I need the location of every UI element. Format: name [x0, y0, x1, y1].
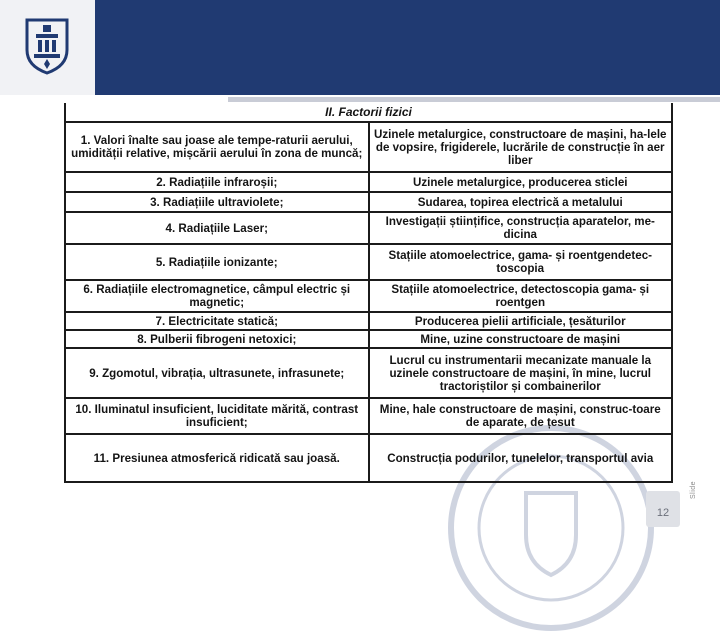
table-row [65, 348, 672, 398]
factor-cell: 1. Valori înalte sau joase ale tempe-raturii aerului, umidității relative, mișcării aerului în zona de muncă; [65, 122, 369, 172]
table-row [65, 398, 672, 434]
sources-cell: Stațiile atomoelectrice, gama- și roentgendetec-toscopia [369, 244, 673, 280]
sources-cell: Sudarea, topirea electrică a metalului [369, 192, 673, 212]
sources-cell: Lucrul cu instrumentarii mecanizate manuale la uzinele constructoare de mașini, în mine, lucrul tractoriștilor și combainerilor [369, 348, 673, 398]
sources-cell: Investigații științifice, construcția aparatelor, me-dicina [369, 212, 673, 244]
factor-cell: 6. Radiațiile electromagnetice, câmpul electric și magnetic; [65, 280, 369, 312]
logo-panel [0, 0, 95, 95]
university-crest-icon [22, 16, 72, 76]
sources-cell: Uzinele metalurgice, producerea sticlei [369, 172, 673, 192]
table-row [65, 122, 672, 172]
factor-cell: 4. Radiațiile Laser; [65, 212, 369, 244]
table-row [65, 244, 672, 280]
factor-cell: 2. Radiațiile infraroșii; [65, 172, 369, 192]
physical-factors-table-container [64, 103, 673, 490]
factor-cell: 3. Radiațiile ultraviolete; [65, 192, 369, 212]
sources-cell: Stațiile atomoelectrice, detectoscopia gama- și roentgen [369, 280, 673, 312]
sources-cell: Mine, uzine constructoare de mașini [369, 330, 673, 348]
slide-label: Slide [690, 480, 697, 499]
sources-cell: Construcția podurilor, tunelelor, transportul avia [369, 434, 673, 482]
section-title: II. Factorii fizici [65, 103, 672, 122]
factor-cell: 9. Zgomotul, vibrația, ultrasunete, infrasunete; [65, 348, 369, 398]
factor-cell: 11. Presiunea atmosferică ridicată sau joasă. [65, 434, 369, 482]
header-band [95, 0, 720, 95]
table-section-header-row [65, 103, 672, 122]
page-number: 12 [656, 507, 670, 519]
sources-cell: Mine, hale constructoare de mașini, construc-toare de aparate, de țesut [369, 398, 673, 434]
page-number-badge [646, 491, 680, 527]
table-row [65, 434, 672, 482]
factor-cell: 7. Electricitate statică; [65, 312, 369, 330]
header-divider [228, 97, 720, 102]
table-row [65, 212, 672, 244]
physical-factors-table [64, 103, 673, 483]
table-row [65, 330, 672, 348]
table-row [65, 280, 672, 312]
factor-cell: 10. Iluminatul insuficient, luciditate mărită, contrast insuficient; [65, 398, 369, 434]
table-row [65, 192, 672, 212]
table-row [65, 172, 672, 192]
table-row [65, 312, 672, 330]
factor-cell: 8. Pulberii fibrogeni netoxici; [65, 330, 369, 348]
factor-cell: 5. Radiațiile ionizante; [65, 244, 369, 280]
sources-cell: Uzinele metalurgice, constructoare de mașini, ha-lele de vopsire, frigiderele, lucrările de construcție în aer liber [369, 122, 673, 172]
sources-cell: Producerea pielii artificiale, țesăturilor [369, 312, 673, 330]
